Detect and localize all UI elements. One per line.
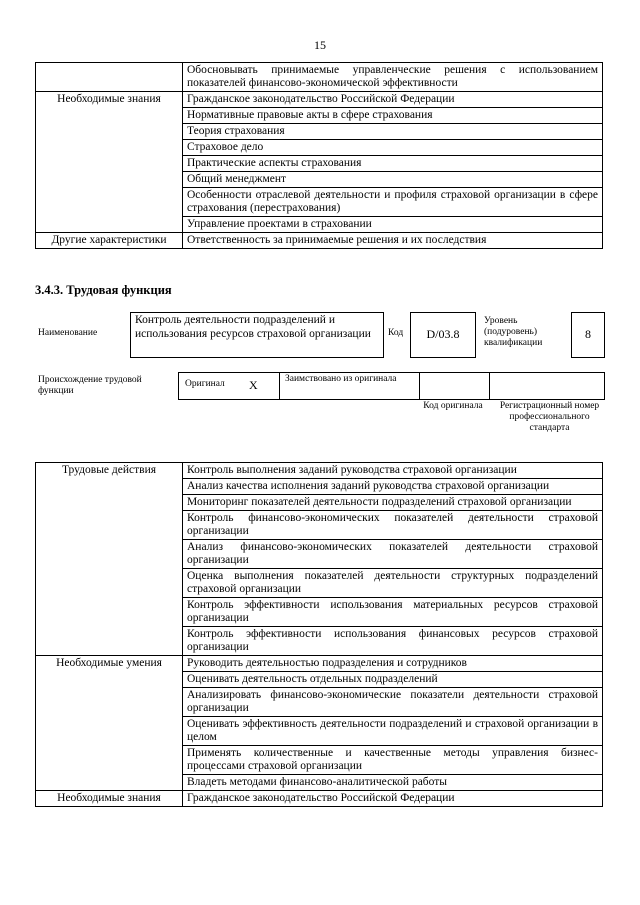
reg-number-caption: Регистрационный номер профессионального стандарта (499, 401, 600, 433)
row-text: Мониторинг показателей деятельности подразделений страховой организации (183, 495, 603, 511)
code-label: Код (388, 328, 404, 338)
table-row (36, 656, 603, 672)
divider (279, 373, 280, 399)
row-text: Практические аспекты страхования (183, 156, 603, 172)
row-text: Общий менеджмент (183, 172, 603, 188)
row-text: Гражданское законодательство Российской Федерации (183, 92, 603, 108)
row-text: Гражданское законодательство Российской Федерации (183, 791, 603, 807)
name-value: Контроль деятельности подразделений и использования ресурсов страховой организации (135, 314, 371, 340)
divider (489, 373, 490, 399)
actions-table (35, 462, 603, 807)
row-text: Анализировать финансово-экономические показатели деятельности страховой организации (183, 688, 603, 717)
row-label (36, 63, 183, 92)
row-text: Применять количественные и качественные методы управления бизнес-процессами страховой организации (183, 746, 603, 775)
page-number: 15 (314, 38, 326, 52)
table-row (36, 63, 603, 92)
origin-label: Происхождение трудовой функции (38, 375, 142, 396)
row-text: Контроль эффективности использования материальных ресурсов страховой организации (183, 598, 603, 627)
group-label: Необходимые знания (36, 791, 183, 807)
row-text: Оценивать эффективность деятельности подразделений и страховой организации в целом (183, 717, 603, 746)
row-text: Страховое дело (183, 140, 603, 156)
row-text: Владеть методами финансово-аналитической работы (183, 775, 603, 791)
row-text: Оценка выполнения показателей деятельности структурных подразделений страховой организации (183, 569, 603, 598)
table-row (36, 92, 603, 108)
code-box (410, 312, 476, 358)
original-mark: X (249, 378, 258, 392)
original-label: Оригинал (185, 379, 225, 389)
name-box (130, 312, 384, 358)
level-value: 8 (585, 327, 591, 341)
borrowed-label: Заимствовано из оригинала (285, 374, 397, 384)
level-box (571, 312, 605, 358)
row-label: Другие характеристики (36, 233, 183, 249)
origin-box (178, 372, 605, 400)
row-text: Контроль выполнения заданий руководства страховой организации (183, 463, 603, 479)
row-text: Оценивать деятельность отдельных подразделений (183, 672, 603, 688)
group-label: Необходимые умения (36, 656, 183, 791)
table-row (36, 233, 603, 249)
group-label: Трудовые действия (36, 463, 183, 656)
row-text: Ответственность за принимаемые решения и их последствия (183, 233, 603, 249)
row-text: Особенности отраслевой деятельности и профиля страховой организации в сфере страхования (перестрахования) (183, 188, 603, 217)
row-text: Анализ финансово-экономических показателей деятельности страховой организации (183, 540, 603, 569)
section-title: 3.4.3. Трудовая функция (35, 283, 172, 297)
name-label: Наименование (38, 328, 98, 338)
knowledge-table (35, 62, 603, 249)
row-text: Управление проектами в страховании (183, 217, 603, 233)
table-row (36, 791, 603, 807)
row-text: Обосновывать принимаемые управленческие решения с использованием показателей финансово-экономической эффективности (183, 63, 603, 92)
code-original-caption: Код оригинала (423, 401, 483, 411)
row-text: Контроль эффективности использования финансовых ресурсов страховой организации (183, 627, 603, 656)
table-row (36, 463, 603, 479)
code-value: D/03.8 (426, 327, 460, 341)
divider (419, 373, 420, 399)
row-label: Необходимые знания (36, 92, 183, 233)
row-text: Теория страхования (183, 124, 603, 140)
row-text: Контроль финансово-экономических показателей деятельности страховой организации (183, 511, 603, 540)
row-text: Руководить деятельностью подразделения и сотрудников (183, 656, 603, 672)
level-label: Уровень (подуровень) квалификации (484, 316, 543, 348)
row-text: Анализ качества исполнения заданий руководства страховой организации (183, 479, 603, 495)
row-text: Нормативные правовые акты в сфере страхования (183, 108, 603, 124)
